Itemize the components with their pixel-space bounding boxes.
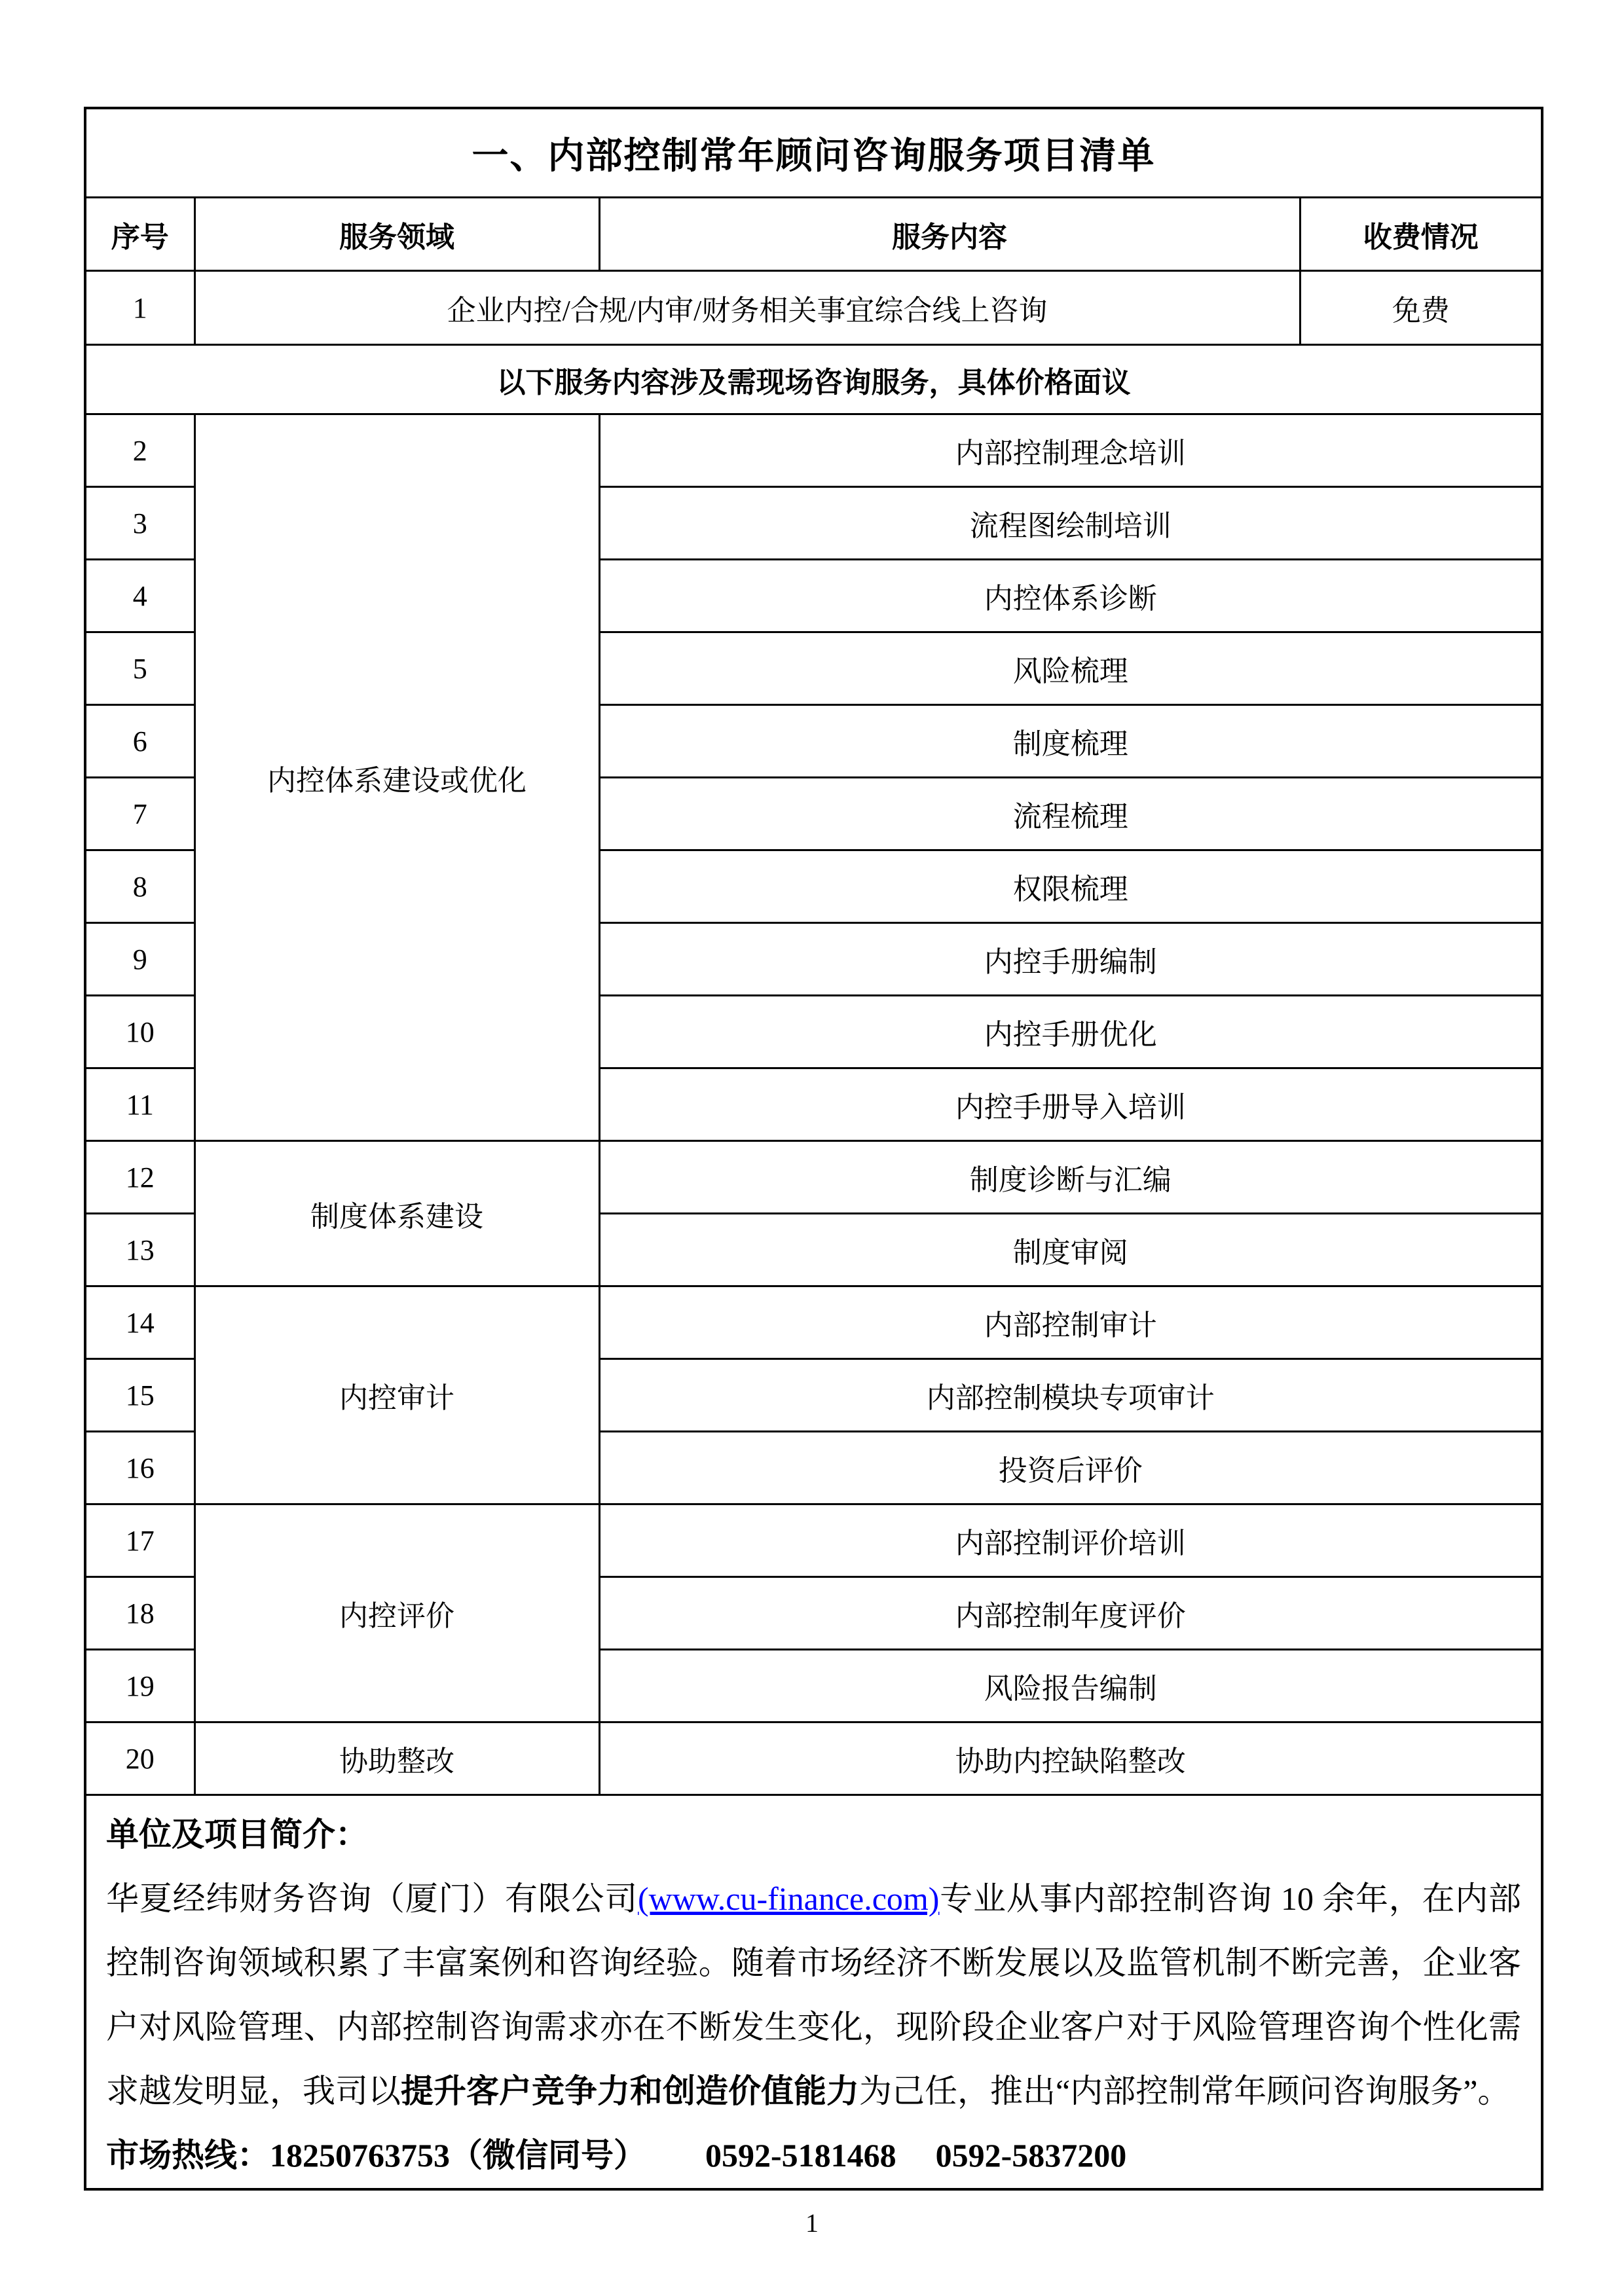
note-text: 以下服务内容涉及需现场咨询服务，具体价格面议 <box>85 345 1542 414</box>
intro-highlight: 提升客户竞争力和创造价值能力 <box>401 2073 859 2109</box>
website-link[interactable]: (www.cu-finance.com) <box>638 1880 940 1917</box>
row-index-cell: 11 <box>85 1068 194 1141</box>
service-content-cell: 协助内控缺陷整改 <box>599 1722 1542 1795</box>
row-index-cell: 16 <box>85 1432 194 1504</box>
service-area-cell: 制度体系建设 <box>194 1141 599 1286</box>
row-index-cell: 7 <box>85 778 194 850</box>
service-content-cell: 内部控制审计 <box>599 1286 1542 1359</box>
service-content-cell: 权限梳理 <box>599 850 1542 923</box>
header-area: 服务领域 <box>194 198 599 271</box>
fee-cell: 免费 <box>1300 271 1542 345</box>
hotline-phone-2: 0592-5837200 <box>935 2137 1127 2174</box>
row-index-cell: 14 <box>85 1286 194 1359</box>
intro-heading: 单位及项目简介： <box>106 1816 368 1853</box>
row-index-cell: 13 <box>85 1214 194 1286</box>
hotline-mobile: 18250763753（微信同号） <box>270 2137 646 2174</box>
row-index-cell: 2 <box>85 414 194 487</box>
hotline-line <box>106 2123 1521 2187</box>
service-content-cell: 制度梳理 <box>599 705 1542 778</box>
table-header-row <box>85 198 1542 271</box>
service-list-table <box>84 107 1543 2191</box>
service-content-cell: 内部控制年度评价 <box>599 1577 1542 1650</box>
hotline-phone-1: 0592-5181468 <box>705 2137 896 2174</box>
row-index-cell: 6 <box>85 705 194 778</box>
service-content-cell: 流程梳理 <box>599 778 1542 850</box>
row-index-cell: 5 <box>85 632 194 705</box>
service-content-cell: 内控手册优化 <box>599 996 1542 1068</box>
intro-row <box>85 1795 1542 2190</box>
page-number: 1 <box>805 2208 819 2238</box>
table-row <box>85 414 1542 487</box>
intro-paragraph <box>106 1867 1521 2123</box>
table-row <box>85 1504 1542 1577</box>
service-content-cell: 企业内控/合规/内审/财务相关事宜综合线上咨询 <box>194 271 1300 345</box>
row-index-cell: 3 <box>85 487 194 560</box>
service-content-cell: 制度审阅 <box>599 1214 1542 1286</box>
service-content-cell: 风险梳理 <box>599 632 1542 705</box>
service-content-cell: 内控体系诊断 <box>599 560 1542 632</box>
service-content-cell: 内控手册导入培训 <box>599 1068 1542 1141</box>
table-row <box>85 1286 1542 1359</box>
service-content-cell: 内部控制评价培训 <box>599 1504 1542 1577</box>
page-title: 一、内部控制常年顾问咨询服务项目清单 <box>85 108 1542 198</box>
row-index-cell: 19 <box>85 1650 194 1722</box>
service-content-cell: 投资后评价 <box>599 1432 1542 1504</box>
service-content-cell: 内部控制模块专项审计 <box>599 1359 1542 1432</box>
row-index-cell: 9 <box>85 923 194 996</box>
row-index-cell: 20 <box>85 1722 194 1795</box>
row-index-cell: 15 <box>85 1359 194 1432</box>
row-index-cell: 1 <box>85 271 194 345</box>
table-row <box>85 1141 1542 1214</box>
service-content-cell: 内控手册编制 <box>599 923 1542 996</box>
row-index-cell: 4 <box>85 560 194 632</box>
row-index-cell: 10 <box>85 996 194 1068</box>
service-content-cell: 风险报告编制 <box>599 1650 1542 1722</box>
hotline-label: 市场热线： <box>106 2137 270 2174</box>
company-name: 华夏经纬财务咨询（厦门）有限公司 <box>106 1880 638 1917</box>
row-index-cell: 12 <box>85 1141 194 1214</box>
service-area-cell: 内控评价 <box>194 1504 599 1722</box>
header-fee: 收费情况 <box>1300 198 1542 271</box>
table-row <box>85 271 1542 345</box>
header-index: 序号 <box>85 198 194 271</box>
row-index-cell: 18 <box>85 1577 194 1650</box>
note-row <box>85 345 1542 414</box>
row-index-cell: 17 <box>85 1504 194 1577</box>
service-content-cell: 制度诊断与汇编 <box>599 1141 1542 1214</box>
header-content: 服务内容 <box>599 198 1300 271</box>
intro-text-end: 为己任，推出“内部控制常年顾问咨询服务”。 <box>859 2073 1511 2109</box>
service-area-cell: 内控审计 <box>194 1286 599 1504</box>
service-area-cell: 内控体系建设或优化 <box>194 414 599 1141</box>
table-title-row <box>85 108 1542 198</box>
service-area-cell: 协助整改 <box>194 1722 599 1795</box>
service-content-cell: 内部控制理念培训 <box>599 414 1542 487</box>
intro-text-mid: 专业从事内部控制咨询 10 余年，在内部控制咨询领域积累了丰富案例和咨询经验。随着市场经济不断发展以及监管机制不断完善，企业客户对风险管理、内部控制咨询需求亦在不断发生变化，现阶段企业客户对于风险管理咨询个性化需求越发明显，我司以 <box>106 1880 1522 2109</box>
table-row <box>85 1722 1542 1795</box>
service-content-cell: 流程图绘制培训 <box>599 487 1542 560</box>
intro-cell <box>85 1795 1542 2190</box>
row-index-cell: 8 <box>85 850 194 923</box>
